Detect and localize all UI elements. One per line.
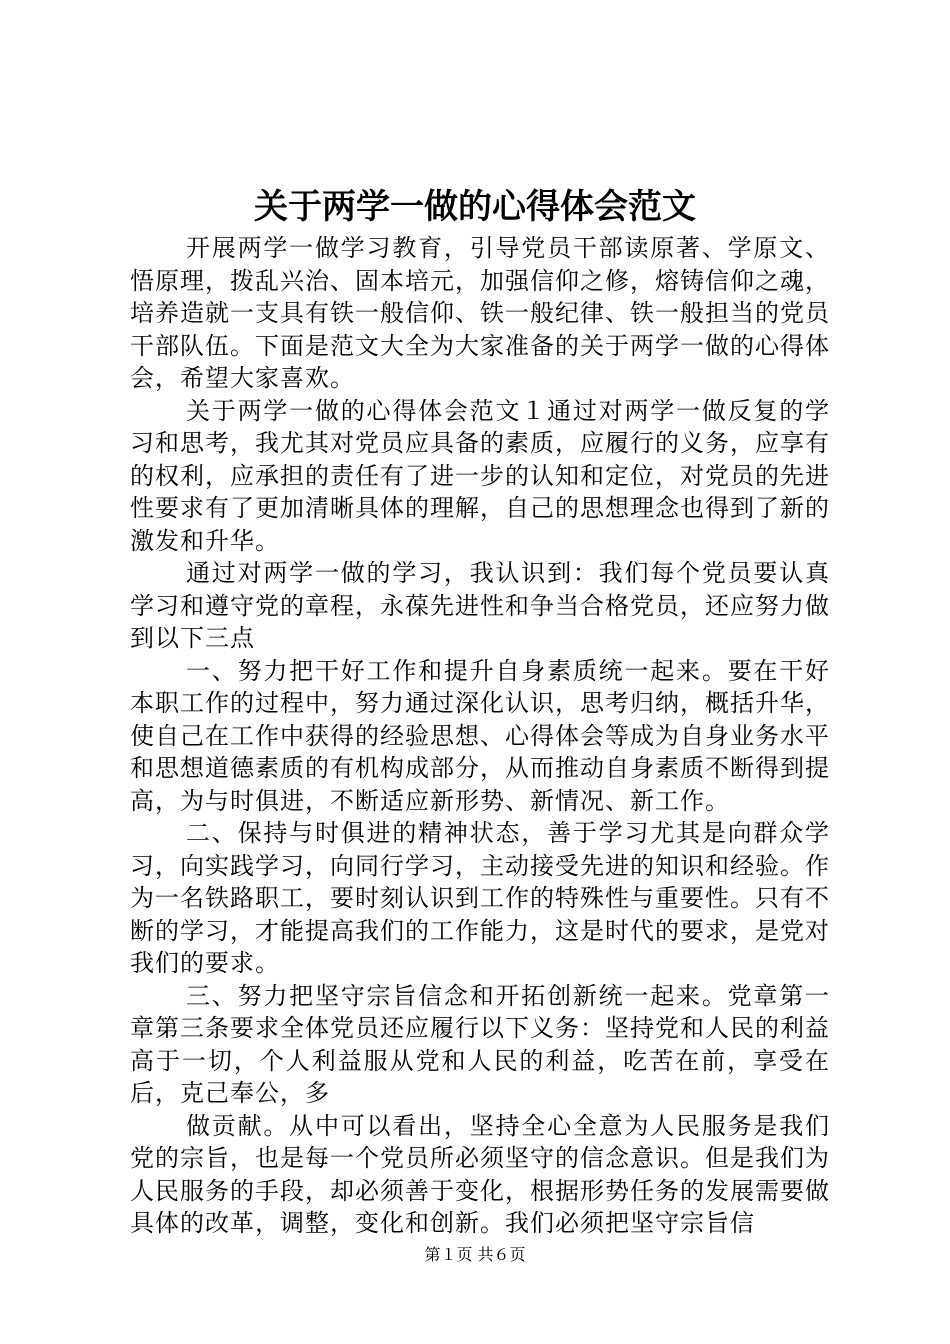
- paragraph-point-one: 一、努力把干好工作和提升自身素质统一起来。要在干好本职工作的过程中，努力通过深化认识，思考归纳，概括升华，使自己在工作中获得的经验思想、心得体会等成为自身业务水平和思想道德素质的有机构成部分，从而推动自身素质不断得到提高，为与时俱进，不断适应新形势、新情况、新工作。: [130, 656, 830, 815]
- page-number-footer: 第１页 共６页: [424, 1245, 526, 1264]
- paragraph-intro: 开展两学一做学习教育，引导党员干部读原著、学原文、悟原理，拨乱兴治、固本培元，加强信仰之修，熔铸信仰之魂，培养造就一支具有铁一般信仰、铁一般纪律、铁一般担当的党员干部队伍。下面是范文大全为大家准备的关于两学一做的心得体会，希望大家喜欢。: [130, 234, 830, 392]
- document-title: 关于两学一做的心得体会范文: [254, 187, 696, 227]
- paragraph-continuation: 做贡献。从中可以看出，坚持全心全意为人民服务是我们党的宗旨，也是每一个党员所必须坚守的信念意识。但是我们为人民服务的手段，却必须善于变化，根据形势任务的发展需要做具体的改革，调整，变化和创新。我们必须把坚守宗旨信: [130, 1111, 830, 1237]
- document-body: [130, 232, 830, 1240]
- paragraph-point-three: 三、努力把坚守宗旨信念和开拓创新统一起来。党章第一章第三条要求全体党员还应履行以下义务：坚持党和人民的利益高于一切，个人利益服从党和人民的利益，吃苦在前，享受在后，克己奉公，多: [130, 981, 830, 1107]
- paragraph-point-two: 二、保持与时俱进的精神状态，善于学习尤其是向群众学习，向实践学习，向同行学习，主动接受先进的知识和经验。作为一名铁路职工，要时刻认识到工作的特殊性与重要性。只有不断的学习，才能提高我们的工作能力，这是时代的要求，是党对我们的要求。: [130, 819, 830, 977]
- paragraph-essay-1: 关于两学一做的心得体会范文１通过对两学一做反复的学习和思考，我尤其对党员应具备的素质，应履行的义务，应享有的权利，应承担的责任有了进一步的认知和定位，对党员的先进性要求有了更加清晰具体的理解，自己的思想理念也得到了新的激发和升华。: [130, 396, 830, 555]
- paragraph-realization: 通过对两学一做的学习，我认识到：我们每个党员要认真学习和遵守党的章程，永葆先进性和争当合格党员，还应努力做到以下三点: [130, 559, 830, 652]
